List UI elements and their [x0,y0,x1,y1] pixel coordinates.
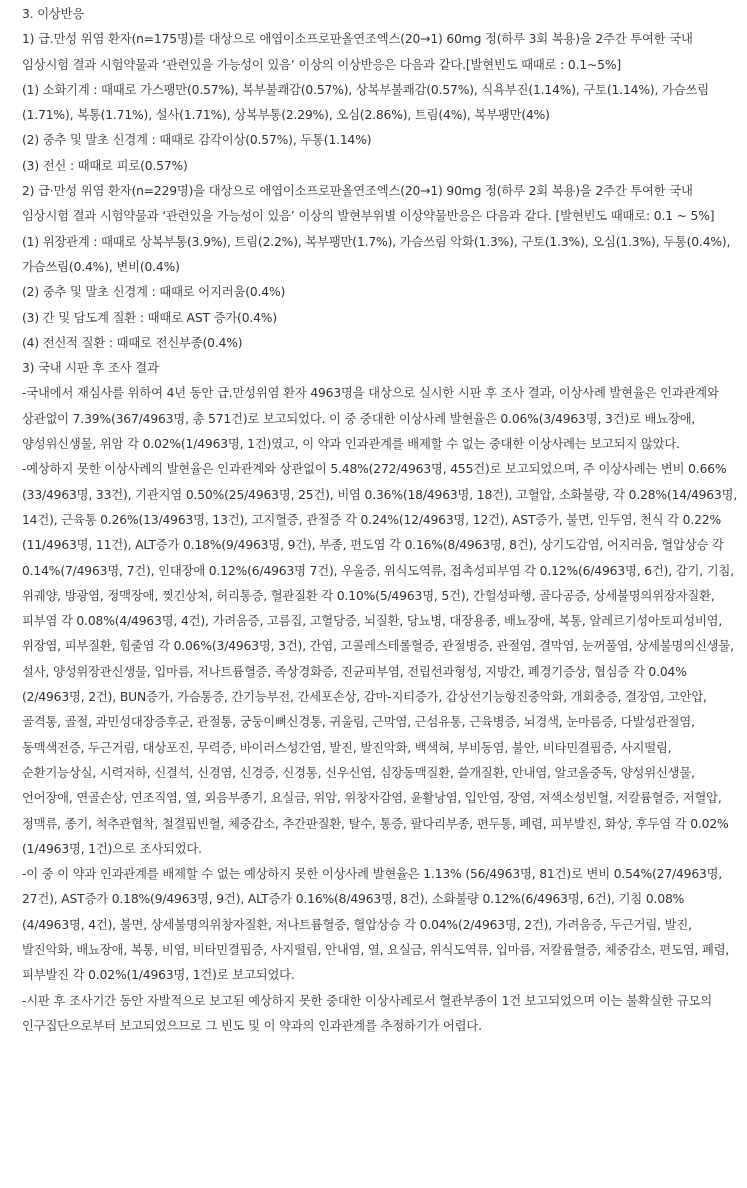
postmarket-heading: 3) 국내 시판 후 조사 결과 [22,361,159,376]
trial-1-nervous: (2) 중추 및 말초 신경계 : 때때로 감각이상(0.57%), 두통(1.14%) [22,133,372,148]
trial-1-systemic: (3) 전신 : 때때로 피로(0.57%) [22,158,188,173]
section-heading: 3. 이상반응 [22,7,85,21]
postmarket-spontaneous: -시판 후 조사기간 동안 자발적으로 보고된 예상하지 못한 중대한 이상사례로서 혈관부종이 1건 보고되었으며 이는 불확실한 규모의 인구집단으로부터 보고되었으므로 그 빈도 및 이 약과의 인과관계를 추정하기가 어렵다. [22,993,712,1033]
trial-2-intro: 2) 급·만성 위염 환자(n=229명)을 대상으로 애엽이소프로판올연조엑스(20→1) 90mg 정(하루 2회 복용)을 2주간 투여한 국내 임상시험 결과 시험약물과 ‘관련있을 가능성이 있음’ 이상의 발현부위별 이상약물반응은 다음과 같다. [발현빈도 때때로: 0.1 ~ 5%] [22,184,715,224]
trial-2-systemic: (4) 전신적 질환 : 때때로 전신부종(0.4%) [22,335,243,350]
trial-2-hepatobiliary: (3) 간 및 담도계 질환 : 때때로 AST 증가(0.4%) [22,310,277,325]
trial-2-gastrointestinal: (1) 위장관계 : 때때로 상복부통(3.9%), 트림(2.2%), 복부팽만(1.7%), 가슴쓰림 악화(1.3%), 구토(1.3%), 오심(1.3%), 두통(0.4%), 가슴쓰림(0.4%), 변비(0.4%) [22,234,731,274]
postmarket-causal: -이 중 이 약과 인과관계를 배제할 수 없는 예상하지 못한 이상사례 발현율은 1.13% (56/4963명, 81건)로 변비 0.54%(27/4963명, 27건), AST증가 0.18%(9/4963명, 9건), ALT증가 0.16%(8/4963명, 8건), 소화불량 0.12%(6/4963명, 6건), 기침 0.08%(4/4963명, 4건), 불면, 상세불명의위창자질환, 저나트륨혈증, 혈압상승 각 0.04%(2/4963명, 2건), 가려움증, 두근거림, 발진, 발진악화, 배뇨장애, 복통, 비염, 비타민결핍증, 사지떨림, 안내염, 열, 요실금, 위식도역류, 입마름, 저칼륨혈증, 체중감소, 편도염, 폐렴, 피부발진 각 0.02%(1/4963명, 1건)로 보고되었다. [22,867,730,983]
postmarket-overall: -국내에서 재심사를 위하여 4년 동안 급.만성위염 환자 4963명을 대상으로 실시한 시판 후 조사 결과, 이상사례 발현율은 인과관계와 상관없이 7.39%(367/4963명, 총 571건)로 보고되었다. 이 중 중대한 이상사례 발현율은 0.06%(3/4963명, 3건)로 배뇨장애, 양성위신생물, 위암 각 0.02%(1/4963명, 1건)였고, 이 약과 인과관계를 배제할 수 없는 중대한 이상사례는 보고되지 않았다. [22,386,719,452]
trial-1-digestive: (1) 소화기계 : 때때로 가스팽만(0.57%), 복부불쾌감(0.57%), 상복부불쾌감(0.57%), 식욕부진(1.14%), 구토(1.14%), 가슴쓰림(1.71%), 복통(1.71%), 설사(1.71%), 상복부통(2.29%), 오심(2.86%), 트림(4%), 복부팽만(4%) [22,82,709,123]
postmarket-unexpected: -예상하지 못한 이상사례의 발현율은 인과관계와 상관없이 5.48%(272/4963명, 455건)로 보고되었으며, 주 이상사례는 변비 0.66%(33/4963명, 33건), 기관지염 0.50%(25/4963명, 25건), 비염 0.36%(18/4963명, 18건), 고혈압, 소화불량, 각 0.28%(14/4963명, 14건), 근육통 0.26%(13/4963명, 13건), 고지혈증, 관절증 각 0.24%(12/4963명, 12건), AST증가, 불면, 인두염, 천식 각 0.22%(11/4963명, 11건), ALT증가 0.18%(9/4963명, 9건), 부종, 편도염 각 0.16%(8/4963명, 8건), 상기도감염, 어지러움, 혈압상승 각 0.14%(7/4963명, 7건), 인대장애 0.12%(6/4963명 7건), 우울증, 위식도역류, 접촉성피부염 각 0.12%(6/4963명, 6건), 감기, 기침, 위궤양, 방광염, 정맥장애, 찢긴상처, 허리통증, 혈관질환 각 0.10%(5/4963명, 5건), 간헐성파행, 골다공증, 상세불명의위장자질환, 피부염 각 0.08%(4/4963명, 4건), 가려움증, 고름집, 고혈당증, 뇌질환, 당뇨병, 대장용종, 배뇨장애, 복통, 알레르기성아토피성비염, 위장염, 피부질환, 힘줄염 각 0.06%(3/4963명, 3건), 간염, 고콜레스테롤혈증, 관절병증, 관절염, 결막염, 눈꺼풀염, 상세불명의신생물, 설사, 양성위장관신생물, 입마름, 저나트륨혈증, 족상경화증, 진균피부염, 전립선과형성, 지방간, 폐경기증상, 협심증 각 0.04%(2/4963명, 2건), BUN증가, 가슴통증, 간기능부전, 간세포손상, 감마-지티증가, 갑상선기능항진중악화, 개회충증, 결장염, 고안압, 골격통, 골절, 과민성대장증후군, 관절통, 궁둥이뼈신경통, 귀울림, 근막염, 근섬유통, 근육병증, 뇌경색, 눈마름증, 다발성관절염, 동맥색전증, 두근거림, 대상포진, 무력증, 바이러스성간염, 발진, 발진악화, 백색혀, 부비동염, 불안, 비타민결핍증, 사지떨림, 순환기능상실, 시력저하, 신결석, 신경염, 신경증, 신경통, 신우신염, 심장동맥질환, 쓸개질환, 안내염, 알코올중독, 양성위신생물, 언어장애, 연골손상, 연조직염, 열, 외음부종기, 요실금, 위암, 위창자감염, 윤활낭염, 입안염, 장염, 저색소성빈혈, 저칼륨혈증, 저혈압, 정맥류, 종기, 척추관협착, 철결핍빈혈, 체중감소, 추간판질환, 탈수, 통증, 팔다리부종, 편두통, 폐렴, 피부발진, 화상, 후두염 각 0.02%(1/4963명, 1건)으로 조사되었다. [22,462,738,856]
trial-2-nervous: (2) 중추 및 말초 신경계 : 때때로 어지러움(0.4%) [22,285,286,300]
trial-1-intro: 1) 급.만성 위염 환자(n=175명)를 대상으로 애엽이소프로판올연조엑스(20→1) 60mg 정(하루 3회 복용)을 2주간 투여한 국내 임상시험 결과 시험약물과 ‘관련있을 가능성이 있음’ 이상의 이상반응은 다음과 같다.[발현빈도 때때로 : 0.1~5%] [22,32,693,72]
